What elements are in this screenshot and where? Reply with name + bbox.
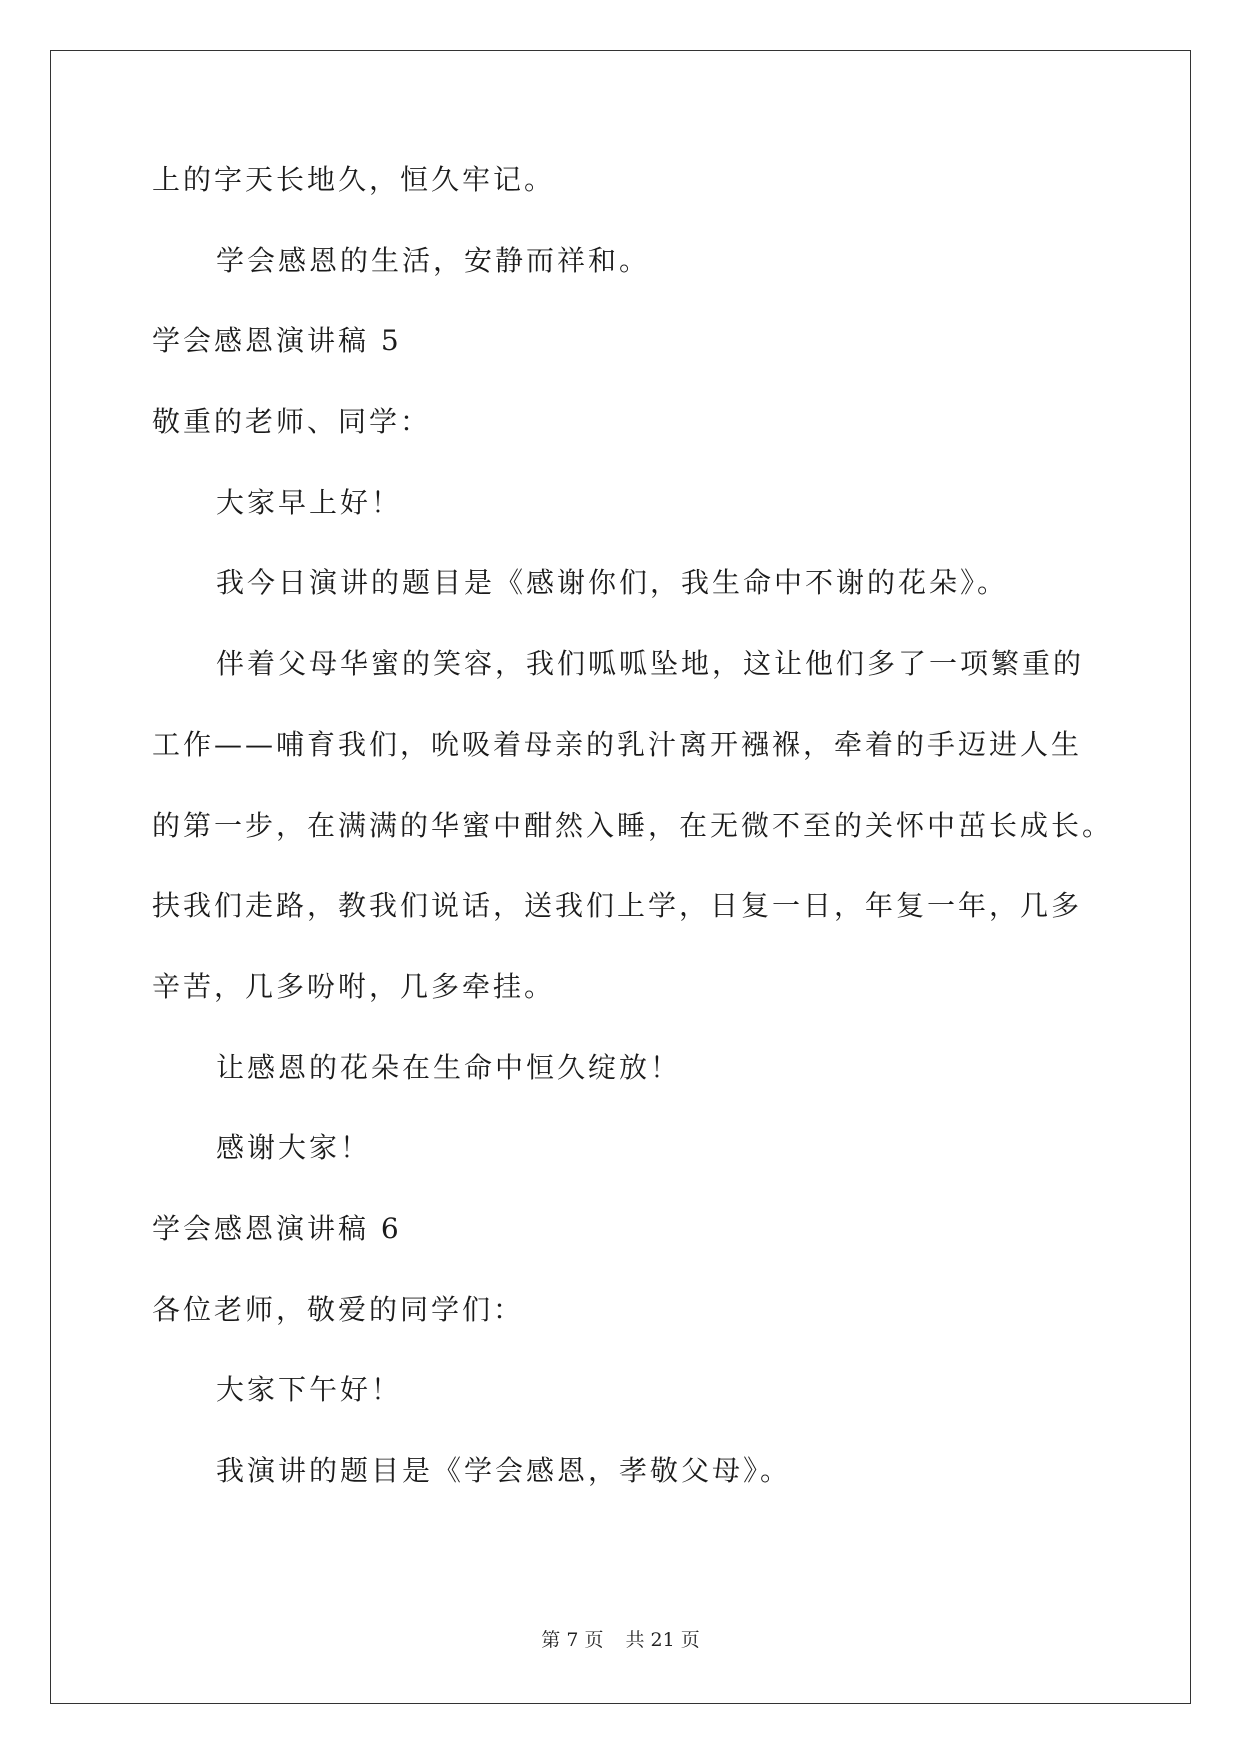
total-pages-label: 共 21 页 <box>625 1629 700 1651</box>
speech-title-line: 我今日演讲的题目是《感谢你们，我生命中不谢的花朵》。 <box>216 566 1009 600</box>
greeting-2: 大家下午好！ <box>216 1373 403 1407</box>
section-heading-5: 学会感恩演讲稿 5 <box>152 324 402 358</box>
current-page-label: 第 7 页 <box>541 1629 604 1651</box>
speech-title-line-2: 我演讲的题目是《学会感恩，孝敬父母》。 <box>216 1454 792 1487</box>
paragraph-line-3: 的第一步，在满满的华蜜中酣然入睡，在无微不至的关怀中茁长成长。 <box>152 808 1114 842</box>
salutation: 敬重的老师、同学： <box>152 405 432 439</box>
paragraph-line-4: 扶我们走路，教我们说话，送我们上学，日复一日，年复一年，几多 <box>152 889 1083 923</box>
greeting: 大家早上好！ <box>216 485 403 519</box>
thanks-line: 感谢大家！ <box>216 1131 372 1165</box>
closing-line: 让感恩的花朵在生命中恒久绽放！ <box>216 1050 682 1084</box>
text-line-2: 学会感恩的生活，安静而祥和。 <box>216 243 651 277</box>
salutation-2: 各位老师，敬爱的同学们： <box>152 1292 525 1326</box>
paragraph-line-5: 辛苦，几多吩咐，几多牵挂。 <box>152 969 556 1003</box>
text-line-1: 上的字天长地久，恒久牢记。 <box>152 163 556 196</box>
paragraph-line-2: 工作——哺育我们，吮吸着母亲的乳汁离开襁褓，牵着的手迈进人生 <box>152 727 1083 761</box>
document-body <box>152 160 1114 1532</box>
section-heading-6: 学会感恩演讲稿 6 <box>152 1211 402 1245</box>
page-footer <box>0 1628 1241 1652</box>
paragraph-line-1: 伴着父母华蜜的笑容，我们呱呱坠地，这让他们多了一项繁重的 <box>216 647 1085 681</box>
